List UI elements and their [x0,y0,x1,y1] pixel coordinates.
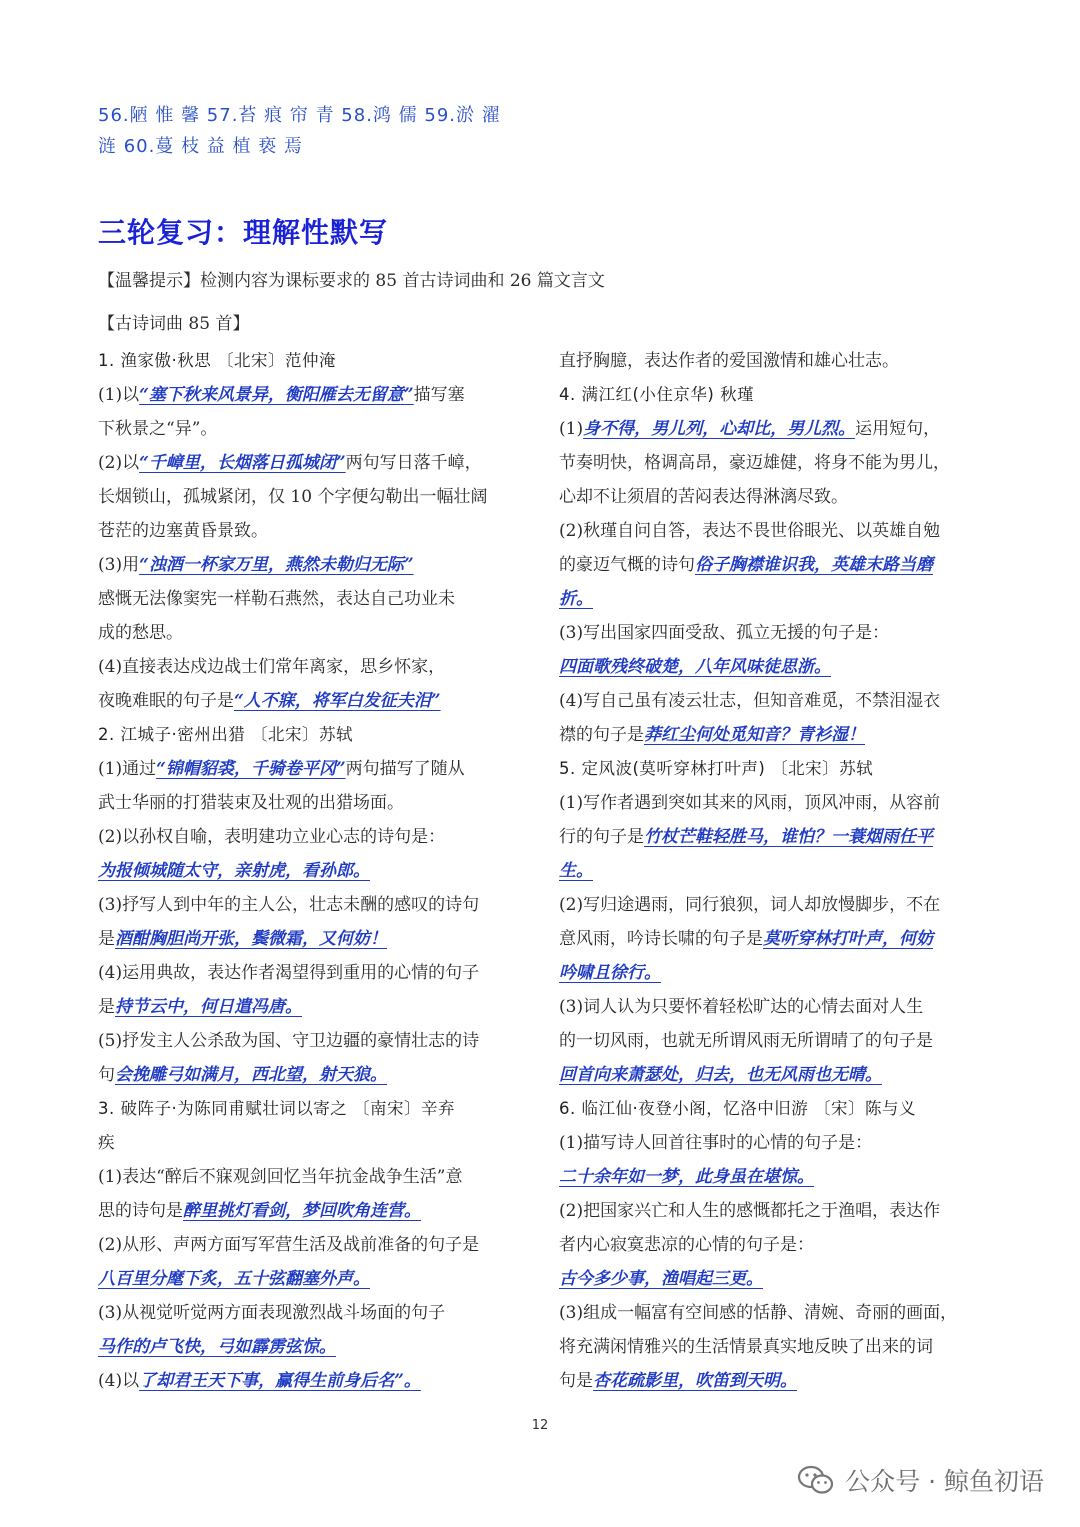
question-line [559,1058,985,1092]
question-line [98,1296,524,1330]
question-text: (5)抒发主人公杀敌为国、守卫边疆的豪情壮志的诗 [98,1031,480,1051]
question-text: 成的愁思。 [98,623,183,643]
question-text: 两句描写了随从 [345,759,465,779]
answer-text: “千嶂里，长烟落日孤城闭” [139,453,346,473]
question-text: 长烟锁山，孤城紧闭，仅 10 个字便勾勒出一幅壮阔 [98,487,488,507]
answer-text: 杏花疏影里，吹笛到天明。 [593,1371,797,1391]
question-line [559,344,985,378]
question-line [98,616,524,650]
question-text: (1)通过 [98,759,157,779]
question-text: 下秋景之“异”。 [98,419,218,439]
question-line [98,820,524,854]
question-text: 是 [98,929,115,949]
question-text: (4)运用典故，表达作者渴望得到重用的心情的句子 [98,963,480,983]
question-line [559,1330,985,1364]
answer-text: 俗子胸襟谁识我，英雄末路当磨 [695,555,933,575]
question-line [98,514,524,548]
question-text: 直抒胸臆，表达作者的爱国激情和雄心壮志。 [559,351,899,371]
question-text: (3)从视觉听觉两方面表现激烈战斗场面的句子 [98,1303,446,1323]
question-line [559,1024,985,1058]
question-line [98,786,524,820]
question-text: (1) [559,419,584,439]
question-text: (1)描写诗人回首往事时的心情的句子是： [559,1133,873,1153]
question-text: (1)写作者遇到突如其来的风雨，顶风冲雨，从容前 [559,793,941,813]
question-text: 者内心寂寞悲凉的心情的句子是： [559,1235,814,1255]
answers-line-2: 涟 60.蔓 枝 益 植 亵 焉 [98,136,303,157]
question-line [98,582,524,616]
question-line [98,922,524,956]
question-text: 的豪迈气概的诗句 [559,555,695,575]
poem-title: 1. 渔家傲·秋思 〔北宋〕范仲淹 [98,351,336,370]
question-text: (3)抒写人到中年的主人公，壮志未酬的感叹的诗句 [98,895,480,915]
question-line [559,412,985,446]
question-line [98,446,524,480]
question-text: (2)把国家兴亡和人生的感慨都托之于渔唱，表达作 [559,1201,941,1221]
question-line [98,1058,524,1092]
question-line [559,548,985,582]
question-line [98,956,524,990]
answer-text: 古今多少事，渔唱起三更。 [559,1269,763,1289]
question-text: (4)直接表达戍边战士们常年离家，思乡怀家， [98,657,446,677]
question-text: (1)表达“醉后不寐观剑回忆当年抗金战争生活”意 [98,1167,463,1187]
answer-text: 折。 [559,589,593,609]
question-line [559,956,985,990]
question-text: (3)写出国家四面受敌、孤立无援的句子是： [559,623,890,643]
question-text: 行的句子是 [559,827,644,847]
question-text: (3)组成一幅富有空间感的恬静、清婉、奇丽的画面， [559,1303,958,1323]
answer-text: “塞下秋来风景异，衡阳雁去无留意” [139,385,414,405]
poem-title: 疾 [98,1133,115,1152]
question-line [98,752,524,786]
question-line [98,1024,524,1058]
question-line [559,888,985,922]
question-text: 襟的句子是 [559,725,644,745]
question-line [98,1364,524,1398]
question-text: 两句写日落千嶂， [345,453,482,473]
question-text: (4)写自己虽有凌云壮志，但知音难觅，不禁泪湿衣 [559,691,941,711]
answer-text: 酒酣胸胆尚开张，鬓微霜，又何妨！ [115,929,387,949]
question-line [559,1160,985,1194]
poem-title: 3. 破阵子·为陈同甫赋壮词以寄之 〔南宋〕辛弃 [98,1099,455,1118]
question-line [98,378,524,412]
question-line [98,548,524,582]
question-line [559,1194,985,1228]
answer-text: 八百里分麾下炙，五十弦翻塞外声。 [98,1269,370,1289]
question-text: 武士华丽的打猎装束及壮观的出猎场面。 [98,793,404,813]
answer-text: 二十余年如一梦，此身虽在堪惊。 [559,1167,814,1187]
poem-title: 2. 江城子·密州出猎 〔北宋〕苏轼 [98,725,353,744]
page-number: 12 [531,1418,549,1433]
question-text: (2)秋瑾自问自答，表达不畏世俗眼光、以英雄自勉 [559,521,941,541]
question-line [98,1228,524,1262]
answer-text: 持节云中，何日遣冯唐。 [115,997,302,1017]
question-line [559,446,985,480]
answer-text: 为报倾城随太守，亲射虎，看孙郎。 [98,861,370,881]
question-text: 节奏明快，格调高昂，豪迈雄健，将身不能为男儿， [559,453,950,473]
question-text: 句是 [559,1371,593,1391]
answer-text: 莫听穿林打叶声，何妨 [763,929,933,949]
question-text: 描写塞 [413,385,465,405]
question-text: 感慨无法像窦宪一样勒石燕然，表达自己功业未 [98,589,455,609]
answer-text: 竹杖芒鞋轻胜马，谁怕？一蓑烟雨任平 [644,827,933,847]
question-line [559,616,985,650]
wechat-icon [797,1464,835,1496]
question-line [559,1126,985,1160]
question-text: (3)用 [98,555,140,575]
question-text: (3)词人认为只要怀着轻松旷达的心情去面对人生 [559,997,924,1017]
question-text: 夜晚难眠的句子是 [98,691,234,711]
question-text: 心却不让须眉的苦闷表达得淋漓尽致。 [559,487,848,507]
poem-title: 5. 定风波(莫听穿林打叶声) 〔北宋〕苏轼 [559,759,874,778]
question-line [98,684,524,718]
question-text: 的一切风雨，也就无所谓风雨无所谓晴了的句子是 [559,1031,933,1051]
poem-title: 4. 满江红(小住京华) 秋瑾 [559,385,755,404]
poem-title: 6. 临江仙·夜登小阁，忆洛中旧游 〔宋〕陈与义 [559,1099,916,1118]
answer-text: 了却君王天下事，赢得生前身后名”。 [139,1371,421,1391]
question-text: 苍茫的边塞黄昏景致。 [98,521,268,541]
question-line [559,990,985,1024]
question-line [559,650,985,684]
question-text: 句 [98,1065,115,1085]
question-line [559,684,985,718]
question-line [559,1228,985,1262]
question-text: (2)从形、声两方面写军营生活及战前准备的句子是 [98,1235,480,1255]
answer-text: 吟啸且徐行。 [559,963,661,983]
answer-text: 身不得，男儿列，心却比，男儿烈。 [583,419,856,439]
question-line [98,1330,524,1364]
question-text: 运用短句， [855,419,941,439]
answer-text: “人不寐，将军白发征夫泪” [234,691,441,711]
answer-text: “锦帽貂裘，千骑卷平冈” [156,759,346,779]
question-line [559,854,985,888]
question-text: 意风雨，吟诗长啸的句子是 [559,929,763,949]
answer-text: “浊酒一杯家万里，燕然未勒归无际” [139,555,414,575]
question-text: (2)以 [98,453,140,473]
question-text: 思的诗句是 [98,1201,183,1221]
question-text: (2)以孙权自喻，表明建功立业心志的诗句是： [98,827,446,847]
question-line [98,990,524,1024]
question-line [559,1364,985,1398]
previous-answers [98,100,528,162]
question-line [559,480,985,514]
section-title: 三轮复习：理解性默写 [98,216,389,249]
question-line [559,820,985,854]
question-line [98,1262,524,1296]
answer-text: 醉里挑灯看剑，梦回吹角连营。 [183,1201,421,1221]
answer-text: 回首向来萧瑟处，归去，也无风雨也无晴。 [559,1065,882,1085]
question-line [559,786,985,820]
question-line [98,480,524,514]
right-column [559,344,985,1398]
answers-line-1: 56.陋 惟 馨 57.苔 痕 帘 青 58.鸿 儒 59.淤 濯 [98,105,501,126]
answer-text: 生。 [559,861,593,881]
answer-text: 马作的卢飞快，弓如霹雳弦惊。 [98,1337,336,1357]
sub-heading: 【古诗词曲 85 首】 [98,314,250,334]
question-line [559,718,985,752]
watermark [797,1462,1044,1498]
question-line [559,922,985,956]
question-line [98,1194,524,1228]
question-line [559,514,985,548]
watermark-text: 公众号 · 鲸鱼初语 [845,1467,1044,1496]
question-text: (4)以 [98,1371,140,1391]
question-line [98,412,524,446]
question-line [98,854,524,888]
tip-line: 【温馨提示】检测内容为课标要求的 85 首古诗词曲和 26 篇文言文 [98,271,605,291]
answer-text: 四面歌残终破楚，八年风味徒思浙。 [559,657,831,677]
question-text: 是 [98,997,115,1017]
left-column [98,344,524,1398]
question-text: 将充满闲情雅兴的生活情景真实地反映了出来的词 [559,1337,933,1357]
answer-text: 莽红尘何处觅知音？青衫湿！ [644,725,865,745]
question-line [98,888,524,922]
question-line [559,582,985,616]
question-text: (1)以 [98,385,140,405]
question-line [559,1296,985,1330]
question-text: (2)写归途遇雨，同行狼狈，词人却放慢脚步，不在 [559,895,941,915]
question-line [98,1160,524,1194]
answer-text: 会挽雕弓如满月，西北望，射天狼。 [115,1065,387,1085]
question-line [559,1262,985,1296]
question-line [98,650,524,684]
